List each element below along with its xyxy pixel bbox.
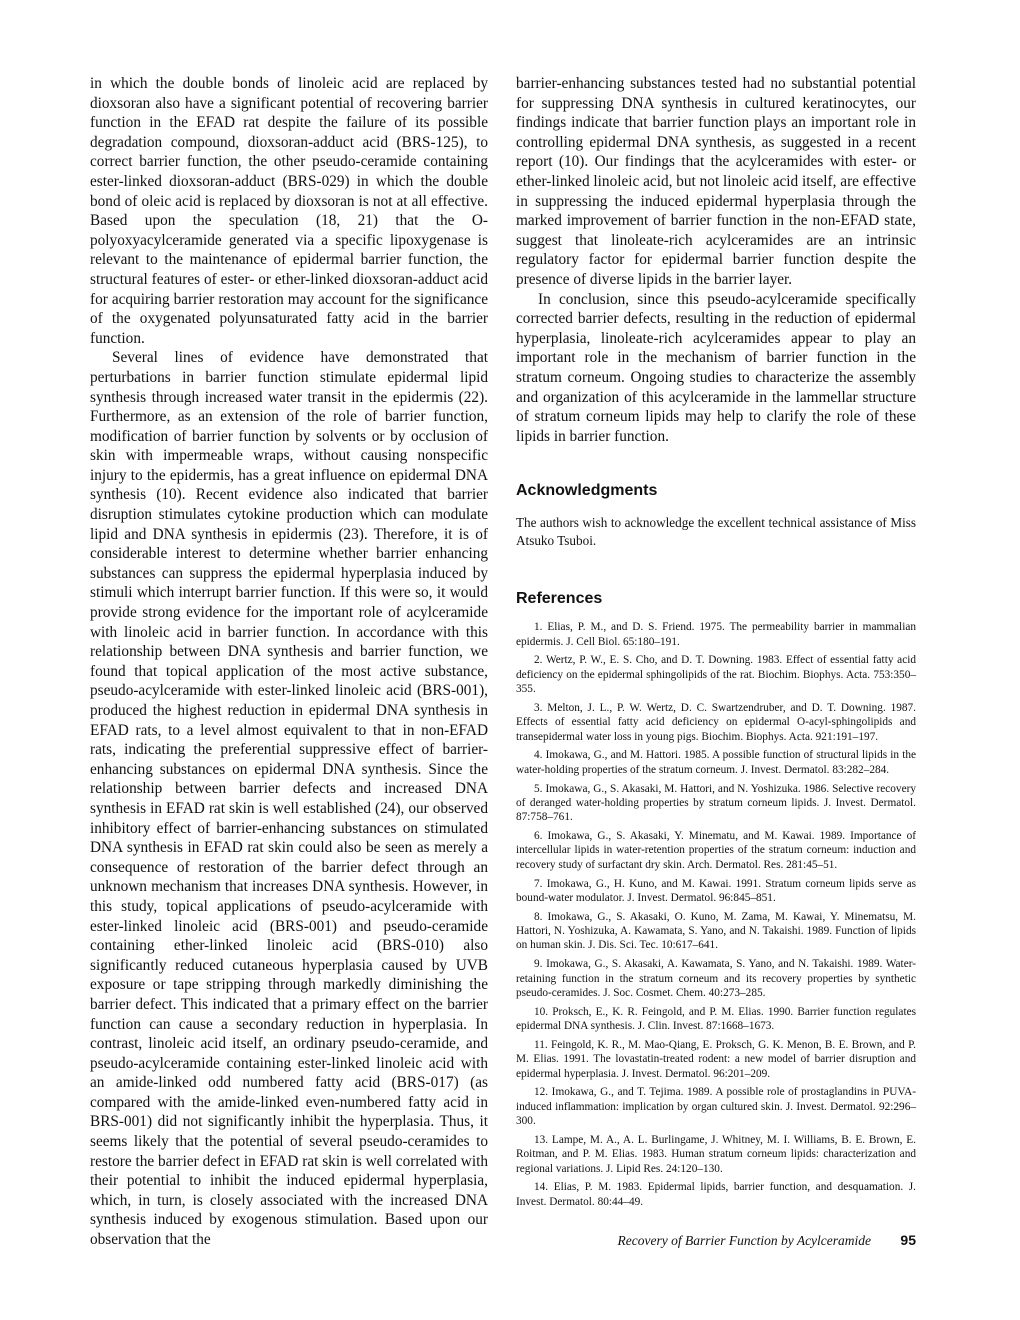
reference-item: 10. Proksch, E., K. R. Feingold, and P. M. Elias. 1990. Barrier function regulates epidermal DNA synthesis. J. Clin. Invest. 87:1668–1673. (516, 1005, 916, 1033)
body-paragraph: barrier-enhancing substances tested had no substantial potential for suppressing DNA synthesis in cultured keratinocytes, our findings indicate that barrier function plays an important role in controlling epidermal DNA synthesis, as suggested in a recent report (10). Our findings that the acylceramides with ester- or ether-linked linoleic acid, but not linoleic acid itself, are effective in suppressing the induced epidermal hyperplasia through the marked improvement of barrier function in the non-EFAD state, suggest that linoleate-rich acylceramides are an intrinsic regulatory factor for epidermal barrier function despite the presence of diverse lipids in the barrier layer. (516, 75, 916, 288)
references-heading: References (516, 590, 603, 608)
reference-item: 9. Imokawa, G., S. Akasaki, A. Kawamata, S. Yano, and N. Takaishi. 1989. Water-retaining function in the stratum corneum and its recovery properties by synthetic pseudo-ceramides. J. Soc. Cosmet. Chem. 40:273–285. (516, 958, 916, 999)
acknowledgments-text: The authors wish to acknowledge the excellent technical assistance of Miss Atsuko Tsuboi. (516, 515, 916, 549)
left-column (90, 74, 488, 1250)
reference-item: 8. Imokawa, G., S. Akasaki, O. Kuno, M. Zama, M. Kawai, Y. Minematsu, M. Hattori, N. Yoshizuka, A. Kawamata, S. Yano, and N. Takaishi. 1989. Function of lipids on human skin. J. Dis. Sci. Tec. 10:617–641. (516, 910, 916, 952)
reference-item: 1. Elias, P. M., and D. S. Friend. 1975. The permeability barrier in mammalian epidermis. J. Cell Biol. 65:180–191. (516, 621, 916, 648)
right-column (516, 74, 916, 1214)
body-paragraph: In conclusion, since this pseudo-acylceramide specifically corrected barrier defects, resulting in the reduction of epidermal hyperplasia, linoleate-rich acylceramides appear to play an important role in the mechanism of barrier function in the stratum corneum. Ongoing studies to characterize the assembly and organization of this acylceramide in the lammellar structure of stratum corneum lipids may help to clarify the role of these lipids in barrier function. (516, 290, 916, 445)
page-footer (618, 1232, 917, 1249)
reference-item: 2. Wertz, P. W., E. S. Cho, and D. T. Downing. 1983. Effect of essential fatty acid deficiency on the epidermal sphingolipids of the rat. Biochim. Biophys. Acta. 753:350–355. (516, 654, 916, 696)
body-paragraph: in which the double bonds of linoleic acid are replaced by dioxsoran also have a significant potential of recovering barrier function in the EFAD rat despite the failure of its possible degradation compound, dioxsoran-adduct acid (BRS-125), to correct barrier function, the other pseudo-ceramide containing ester-linked dioxsoran-adduct (BRS-029) in which the double bond of oleic acid is replaced by dioxsoran is not at all effective. Based upon the speculation (18, 21) that the O-polyoxyacylceramide generated via a specific lipoxygenase is relevant to the maintenance of epidermal barrier function, the structural features of ester- or ether-linked dioxsoran-adduct acid for acquiring barrier restoration may account for the significance of the oxygenated polyunsaturated fatty acid in the barrier function. (90, 75, 488, 347)
reference-item: 12. Imokawa, G., and T. Tejima. 1989. A possible role of prostaglandins in PUVA-induced inflammation: implication by organ cultured skin. J. Invest. Dermatol. 92:296–300. (516, 1086, 916, 1128)
body-paragraph: Several lines of evidence have demonstrated that perturbations in barrier function stimulate epidermal lipid synthesis through increased water transit in the epidermis (22). Furthermore, as an extension of the role of barrier function, modification of barrier function by solvents or by occlusion of skin with impermeable wraps, without causing nonspecific injury to the epidermis, has a great influence on epidermal DNA synthesis (10). Recent evidence also indicated that barrier disruption stimulates cytokine production which can modulate lipid and DNA synthesis in epidermis (23). Therefore, it is of considerable interest to determine whether barrier enhancing substances can suppress the epidermal hyperplasia induced by stimuli which interrupt barrier function. If this were so, it would provide strong evidence for the important role of acylceramide with linoleic acid in barrier function. In accordance with this relationship between DNA synthesis and barrier function, we found that topical application of the most active substance, pseudo-acylceramide with ester-linked linoleic acid (BRS-001), produced the highest reduction in epidermal DNA synthesis in EFAD rats, to a level almost equivalent to that in non-EFAD rats, indicating the preferential suppressive effect of barrier-enhancing substances on epidermal DNA synthesis. Since the relationship between barrier defects and increased DNA synthesis in EFAD rat skin is well established (24), our observed inhibitory effect of barrier-enhancing substances on stimulated DNA synthesis in EFAD rat skin could also be seen as merely a consequence of restoration of the barrier defect through an unknown mechanism that increases DNA synthesis. However, in this study, topical applications of pseudo-acylceramide with ester-linked linoleic acid (BRS-001) and pseudo-ceramide containing ether-linked linoleic acid (BRS-010) also significantly reduced cutaneous hyperplasia caused by UVB exposure or tape stripping through markedly diminishing the barrier defect. This indicated that a primary effect on the barrier function can cause a secondary reduction in hyperplasia. In contrast, linoleic acid itself, an ordinary pseudo-ceramide, and pseudo-acylceramide containing ester-linked linoleic acid with an amide-linked odd numbered fatty acid (BRS-017) (as compared with the amide-linked even-numbered fatty acid in BRS-001) did not significantly inhibit the hyperplasia. Thus, it seems likely that the potential of several pseudo-ceramides to restore the barrier defect in EFAD rat skin is well correlated with their potential to inhibit the induced epidermal hyperplasia, which, in turn, is closely associated with the increased DNA synthesis induced by exogenous stimulation. Based upon our observation that the (90, 349, 488, 1249)
reference-item: 14. Elias, P. M. 1983. Epidermal lipids, barrier function, and desquamation. J. Invest. Dermatol. 80:44–49. (516, 1181, 916, 1208)
reference-item: 6. Imokawa, G., S. Akasaki, Y. Minematu, and M. Kawai. 1989. Importance of intercellular lipids in water-retention properties of the stratum corneum: induction and recovery study of surfactant dry skin. Arch. Dermatol. Res. 281:45–51. (516, 830, 916, 871)
running-title: Recovery of Barrier Function by Acylceramide (617, 1233, 872, 1248)
acknowledgments-heading: Acknowledgments (516, 482, 658, 500)
page-number: 95 (900, 1232, 916, 1248)
reference-item: 13. Lampe, M. A., A. L. Burlingame, J. Whitney, M. I. Williams, B. E. Brown, E. Roitman, and P. M. Elias. 1983. Human stratum corneum lipids: characterization and regional variations. J. Lipid Res. 24:120–130. (516, 1133, 916, 1175)
reference-item: 11. Feingold, K. R., M. Mao-Qiang, E. Proksch, G. K. Menon, B. E. Brown, and P. M. Elias. 1991. The lovastatin-treated rodent: a new model of barrier disruption and epidermal hyperplasia. J. Invest. Dermatol. 96:201–209. (516, 1038, 916, 1080)
references-list (516, 620, 916, 1209)
reference-item: 3. Melton, J. L., P. W. Wertz, D. C. Swartzendruber, and D. T. Downing. 1987. Effects of essential fatty acid deficiency on epidermal O-acyl-sphingolipids and transepidermal water loss in young pigs. Biochim. Biophys. Acta. 921:191–197. (516, 701, 916, 743)
reference-item: 7. Imokawa, G., H. Kuno, and M. Kawai. 1991. Stratum corneum lipids serve as bound-water modulator. J. Invest. Dermatol. 96:845–851. (516, 877, 916, 904)
reference-item: 4. Imokawa, G., and M. Hattori. 1985. A possible function of structural lipids in the water-holding properties of the stratum corneum. J. Invest. Dermatol. 83:282–284. (516, 749, 916, 776)
reference-item: 5. Imokawa, G., S. Akasaki, M. Hattori, and N. Yoshizuka. 1986. Selective recovery of deranged water-holding properties by stratum corneum lipids. J. Invest. Dermatol. 87:758–761. (516, 782, 916, 824)
